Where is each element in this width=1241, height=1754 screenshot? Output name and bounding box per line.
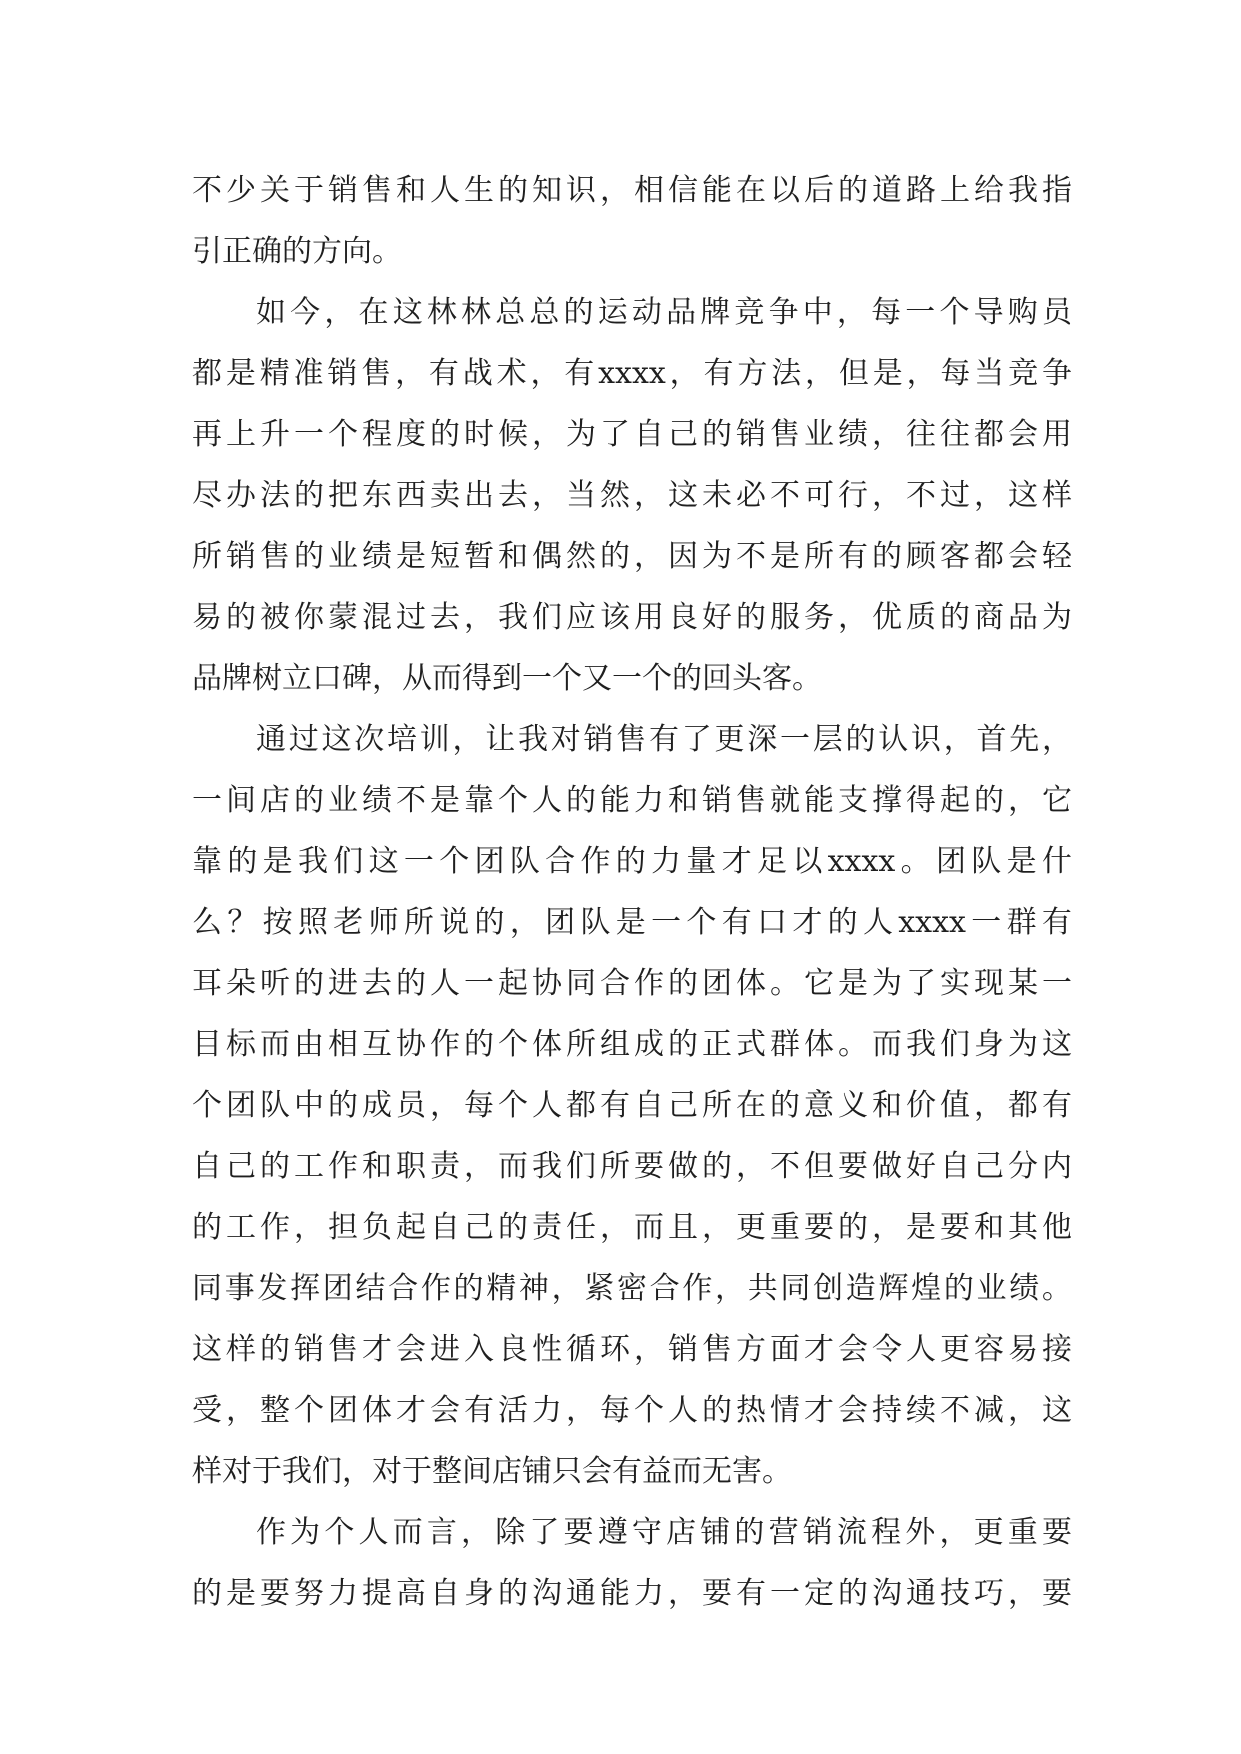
text-line: 受 ， 整 个 团 体 才 会 有 活 力 ， 每 个 人 的 热 情 才 会 持 续 不 减 ， 这	[192, 1393, 1072, 1428]
text-line: 个 团 队 中 的 成 员 ， 每 个 人 都 有 自 己 所 在 的 意 义 和 价 值 ， 都 有	[192, 1088, 1072, 1123]
text-line: 一 间 店 的 业 绩 不 是 靠 个 人 的 能 力 和 销 售 就 能 支 撑 得 起 的 ， 它	[192, 783, 1072, 818]
text-line: 再 上 升 一 个 程 度 的 时 候 ， 为 了 自 己 的 销 售 业 绩 ， 往 往 都 会 用	[192, 417, 1072, 452]
text-line: 目 标 而 由 相 互 协 作 的 个 体 所 组 成 的 正 式 群 体 。 而 我 们 身 为 这	[192, 1027, 1072, 1062]
text-line: 耳 朵 听 的 进 去 的 人 一 起 协 同 合 作 的 团 体 。 它 是 为 了 实 现 某 一	[192, 966, 1072, 1001]
text-line: 不 少 关 于 销 售 和 人 生 的 知 识 ， 相 信 能 在 以 后 的 道 路 上 给 我 指	[192, 173, 1072, 208]
text-line: 引正确的方向。	[192, 234, 402, 269]
text-line: 的 工 作 ， 担 负 起 自 己 的 责 任 ， 而 且 ， 更 重 要 的 ， 是 要 和 其 他	[192, 1210, 1072, 1245]
text-line: 尽 办 法 的 把 东 西 卖 出 去 ， 当 然 ， 这 未 必 不 可 行 ， 不 过 ， 这 样	[192, 478, 1072, 513]
text-line: 易 的 被 你 蒙 混 过 去 ， 我 们 应 该 用 良 好 的 服 务 ， 优 质 的 商 品 为	[192, 600, 1072, 635]
text-line: 的 是 要 努 力 提 高 自 身 的 沟 通 能 力 ， 要 有 一 定 的 沟 通 技 巧 ， 要	[192, 1576, 1072, 1611]
text-line: 如 今 ， 在 这 林 林 总 总 的 运 动 品 牌 竞 争 中 ， 每 一 个 导 购 员	[256, 295, 1072, 330]
text-line: 自 己 的 工 作 和 职 责 ， 而 我 们 所 要 做 的 ， 不 但 要 做 好 自 己 分 内	[192, 1149, 1072, 1184]
text-line: 都 是 精 准 销 售 ， 有 战 术 ， 有 xxxx ， 有 方 法 ， 但 是 ， 每 当 竞 争	[192, 356, 1072, 391]
text-line: 同 事 发 挥 团 结 合 作 的 精 神 ， 紧 密 合 作 ， 共 同 创 造 辉 煌 的 业 绩 。	[192, 1271, 1072, 1306]
text-line: 这 样 的 销 售 才 会 进 入 良 性 循 环 ， 销 售 方 面 才 会 令 人 更 容 易 接	[192, 1332, 1072, 1367]
text-line: 么 ？ 按 照 老 师 所 说 的 ， 团 队 是 一 个 有 口 才 的 人 xxxx 一 群 有	[192, 905, 1072, 940]
text-line: 品牌树立口碑，从而得到一个又一个的回头客。	[192, 661, 822, 696]
body-text	[192, 160, 1072, 1624]
text-line: 靠 的 是 我 们 这 一 个 团 队 合 作 的 力 量 才 足 以 xxxx 。 团 队 是 什	[192, 844, 1072, 879]
text-line: 通 过 这 次 培 训 ， 让 我 对 销 售 有 了 更 深 一 层 的 认 识 ， 首 先 ，	[256, 722, 1072, 757]
text-line: 所 销 售 的 业 绩 是 短 暂 和 偶 然 的 ， 因 为 不 是 所 有 的 顾 客 都 会 轻	[192, 539, 1072, 574]
text-line: 样对于我们，对于整间店铺只会有益而无害。	[192, 1454, 792, 1489]
text-line: 作 为 个 人 而 言 ， 除 了 要 遵 守 店 铺 的 营 销 流 程 外 ， 更 重 要	[256, 1515, 1072, 1550]
